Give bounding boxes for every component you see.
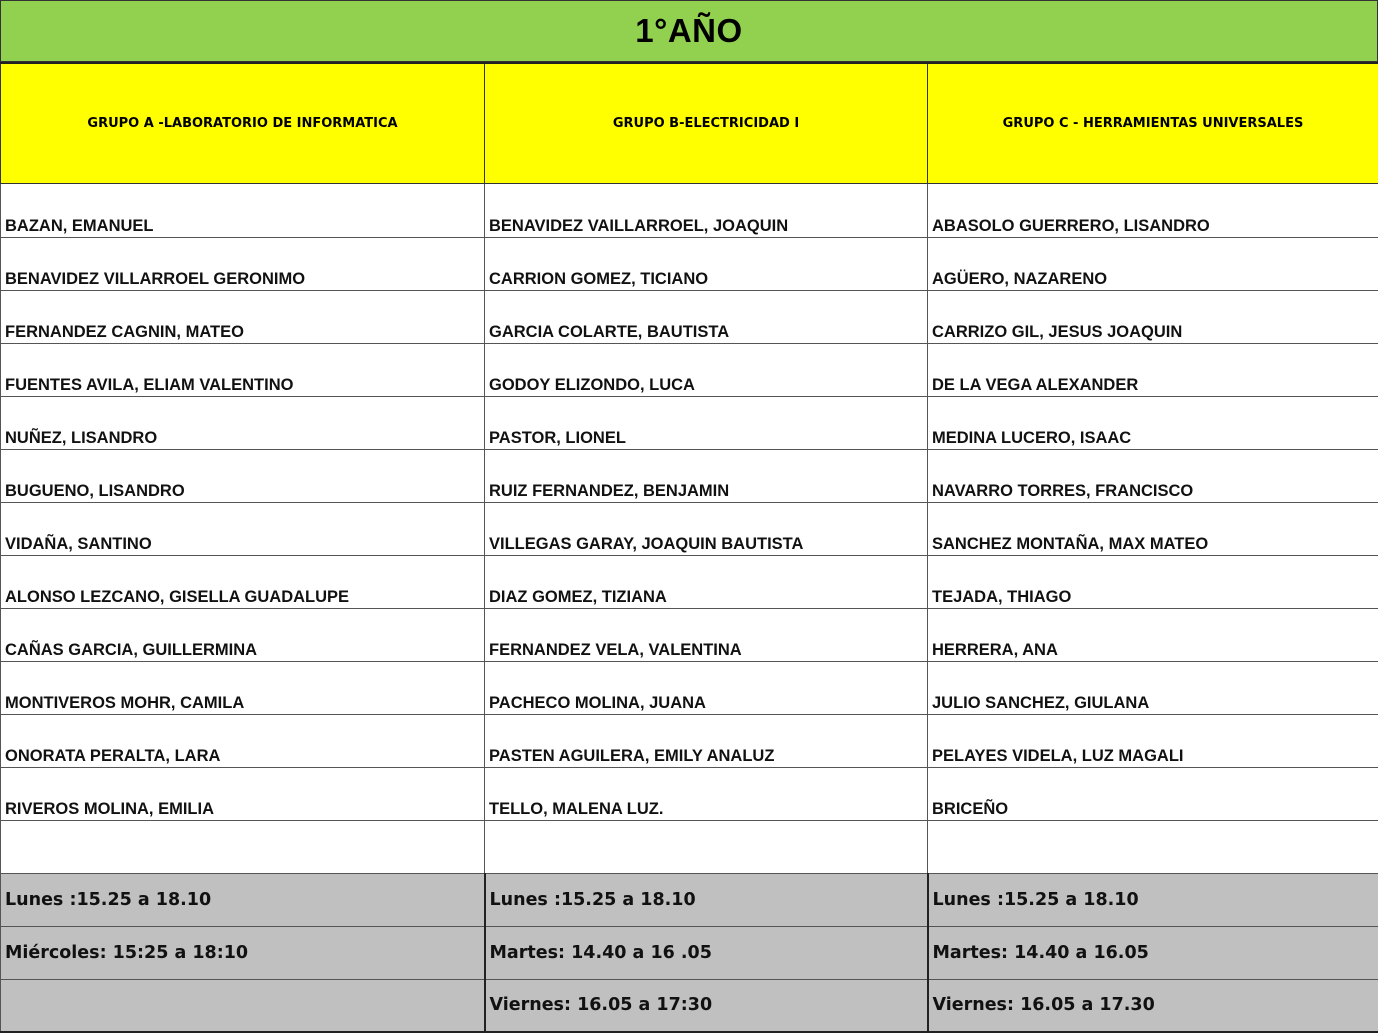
student-cell: NAVARRO TORRES, FRANCISCO	[928, 449, 1378, 502]
student-cell: ALONSO LEZCANO, GISELLA GUADALUPE	[1, 555, 485, 608]
empty-cell	[1, 820, 485, 873]
student-row	[1, 502, 1378, 555]
student-cell: MONTIVEROS MOHR, CAMILA	[1, 661, 485, 714]
student-cell: PASTOR, LIONEL	[485, 396, 928, 449]
student-cell: BENAVIDEZ VAILLARROEL, JOAQUIN	[485, 183, 928, 237]
schedule-row	[1, 979, 1378, 1032]
student-cell: BUGUENO, LISANDRO	[1, 449, 485, 502]
student-cell: PELAYES VIDELA, LUZ MAGALI	[928, 714, 1378, 767]
student-row	[1, 237, 1378, 290]
student-cell: HERRERA, ANA	[928, 608, 1378, 661]
empty-row	[1, 820, 1378, 873]
student-row	[1, 396, 1378, 449]
schedule-cell: Lunes :15.25 a 18.10	[485, 873, 928, 926]
student-row	[1, 555, 1378, 608]
student-cell: PACHECO MOLINA, JUANA	[485, 661, 928, 714]
student-row	[1, 183, 1378, 237]
student-cell: CAÑAS GARCIA, GUILLERMINA	[1, 608, 485, 661]
student-cell: DIAZ GOMEZ, TIZIANA	[485, 555, 928, 608]
student-cell: FUENTES AVILA, ELIAM VALENTINO	[1, 343, 485, 396]
student-cell: FERNANDEZ VELA, VALENTINA	[485, 608, 928, 661]
group-header-row	[1, 63, 1378, 183]
group-c-header: GRUPO C - HERRAMIENTAS UNIVERSALES	[928, 63, 1378, 183]
student-row	[1, 608, 1378, 661]
schedule-cell: Viernes: 16.05 a 17.30	[928, 979, 1378, 1032]
student-cell: JULIO SANCHEZ, GIULANA	[928, 661, 1378, 714]
schedule-row	[1, 926, 1378, 979]
student-cell: PASTEN AGUILERA, EMILY ANALUZ	[485, 714, 928, 767]
student-cell: CARRION GOMEZ, TICIANO	[485, 237, 928, 290]
empty-cell	[928, 820, 1378, 873]
schedule-cell: Lunes :15.25 a 18.10	[928, 873, 1378, 926]
student-cell: TELLO, MALENA LUZ.	[485, 767, 928, 820]
schedule-cell: Martes: 14.40 a 16 .05	[485, 926, 928, 979]
schedule-cell: Martes: 14.40 a 16.05	[928, 926, 1378, 979]
student-row	[1, 290, 1378, 343]
group-a-header: GRUPO A -LABORATORIO DE INFORMATICA	[1, 63, 485, 183]
schedule-cell: Viernes: 16.05 a 17:30	[485, 979, 928, 1032]
student-cell: ONORATA PERALTA, LARA	[1, 714, 485, 767]
student-cell: VILLEGAS GARAY, JOAQUIN BAUTISTA	[485, 502, 928, 555]
student-cell: BENAVIDEZ VILLARROEL GERONIMO	[1, 237, 485, 290]
student-cell: BAZAN, EMANUEL	[1, 183, 485, 237]
page-title: 1°AÑO	[0, 0, 1378, 62]
group-table	[0, 62, 1378, 1033]
student-cell: BRICEÑO	[928, 767, 1378, 820]
student-row	[1, 449, 1378, 502]
student-cell: VIDAÑA, SANTINO	[1, 502, 485, 555]
schedule-cell	[1, 979, 485, 1032]
student-cell: RIVEROS MOLINA, EMILIA	[1, 767, 485, 820]
group-b-header: GRUPO B-ELECTRICIDAD I	[485, 63, 928, 183]
student-row	[1, 661, 1378, 714]
student-cell: GODOY ELIZONDO, LUCA	[485, 343, 928, 396]
student-cell: AGÜERO, NAZARENO	[928, 237, 1378, 290]
student-cell: FERNANDEZ CAGNIN, MATEO	[1, 290, 485, 343]
student-cell: ABASOLO GUERRERO, LISANDRO	[928, 183, 1378, 237]
student-row	[1, 343, 1378, 396]
student-cell: NUÑEZ, LISANDRO	[1, 396, 485, 449]
student-cell: MEDINA LUCERO, ISAAC	[928, 396, 1378, 449]
schedule-cell: Lunes :15.25 a 18.10	[1, 873, 485, 926]
student-cell: DE LA VEGA ALEXANDER	[928, 343, 1378, 396]
student-cell: CARRIZO GIL, JESUS JOAQUIN	[928, 290, 1378, 343]
student-cell: GARCIA COLARTE, BAUTISTA	[485, 290, 928, 343]
student-row	[1, 714, 1378, 767]
student-cell: SANCHEZ MONTAÑA, MAX MATEO	[928, 502, 1378, 555]
schedule-cell: Miércoles: 15:25 a 18:10	[1, 926, 485, 979]
student-cell: RUIZ FERNANDEZ, BENJAMIN	[485, 449, 928, 502]
empty-cell	[485, 820, 928, 873]
student-cell: TEJADA, THIAGO	[928, 555, 1378, 608]
schedule-row	[1, 873, 1378, 926]
student-row	[1, 767, 1378, 820]
